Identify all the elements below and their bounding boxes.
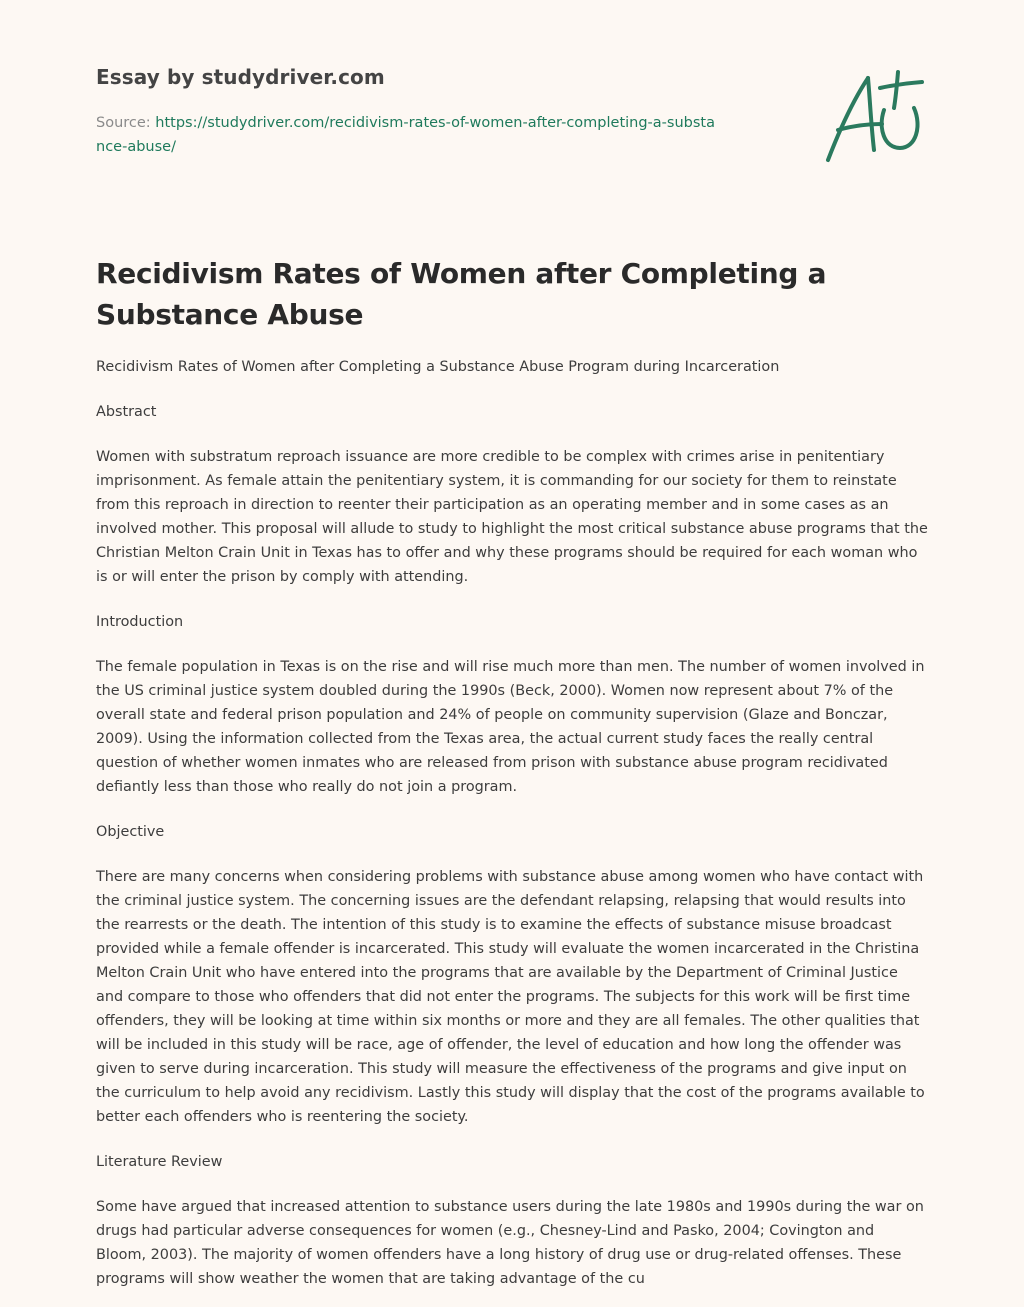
source-link[interactable]: https://studydriver.com/recidivism-rates-of-women-after-completing-a-substance-abuse/ bbox=[96, 115, 715, 155]
essay-body bbox=[96, 355, 928, 1291]
source-label: Source: bbox=[96, 115, 156, 131]
paragraph-objective: There are many concerns when considering problems with substance abuse among women who have contact with the criminal justice system. The concerning issues are the defendant relapsing, relapsing that would results into the rearrests or the death. The intention of this study is to examine the effects of substance misuse broadcast provided while a female offender is incarcerated. This study will evaluate the women incarcerated in the Christina Melton Crain Unit who have entered into the programs that are available by the Department of Criminal Justice and compare to those who offenders that did not enter the programs. The subjects for this work will be first time offenders, they will be looking at time within six months or more and they are all females. The other qualities that will be included in this study will be race, age of offender, the level of education and how long the offender was given to serve during incarceration. This study will measure the effectiveness of the programs and give input on the curriculum to help avoid any recidivism. Lastly this study will display that the cost of the programs available to better each offenders who is reentering the society. bbox=[96, 869, 925, 1125]
section-heading-literature-review: Literature Review bbox=[96, 1154, 223, 1170]
section-heading-objective: Objective bbox=[96, 824, 165, 840]
page-header bbox=[96, 0, 928, 200]
site-brand: Essay by studydriver.com bbox=[96, 65, 385, 89]
section-heading-introduction: Introduction bbox=[96, 614, 184, 630]
paragraph-abstract: Women with substratum reproach issuance are more credible to be complex with crimes arise in penitentiary imprisonment. As female attain the penitentiary system, it is commanding for our society for them to reinstate from this reproach in direction to reenter their participation as an operating member and in some cases as an involved mother. This proposal will allude to study to highlight the most critical substance abuse programs that the Christian Melton Crain Unit in Texas has to offer and why these programs should be required for each woman who is or will enter the prison by comply with attending. bbox=[96, 449, 928, 585]
source-line bbox=[96, 111, 716, 159]
essay-subtitle: Recidivism Rates of Women after Completing a Substance Abuse Program during Incarceration bbox=[96, 359, 780, 375]
paragraph-introduction: The female population in Texas is on the rise and will rise much more than men. The number of women involved in the US criminal justice system doubled during the 1990s (Beck, 2000). Women now represent about 7% of the overall state and federal prison population and 24% of people on community supervision (Glaze and Bonczar, 2009). Using the information collected from the Texas area, the actual current study faces the really central question of whether women inmates who are released from prison with substance abuse program recidivated defiantly less than those who really do not join a program. bbox=[96, 659, 925, 795]
essay-title: Recidivism Rates of Women after Completing a Substance Abuse bbox=[96, 257, 827, 331]
paragraph-literature-review: Some have argued that increased attention to substance users during the late 1980s and 1990s during the war on drugs had particular adverse consequences for women (e.g., Chesney-Lind and Pasko, 2004; Covington and Bloom, 2003). The majority of women offenders have a long history of drug use or drug-related offenses. These programs will show weather the women that are taking advantage of the cu bbox=[96, 1199, 924, 1287]
section-heading-abstract: Abstract bbox=[96, 404, 157, 420]
a-plus-logo-icon bbox=[818, 64, 930, 168]
